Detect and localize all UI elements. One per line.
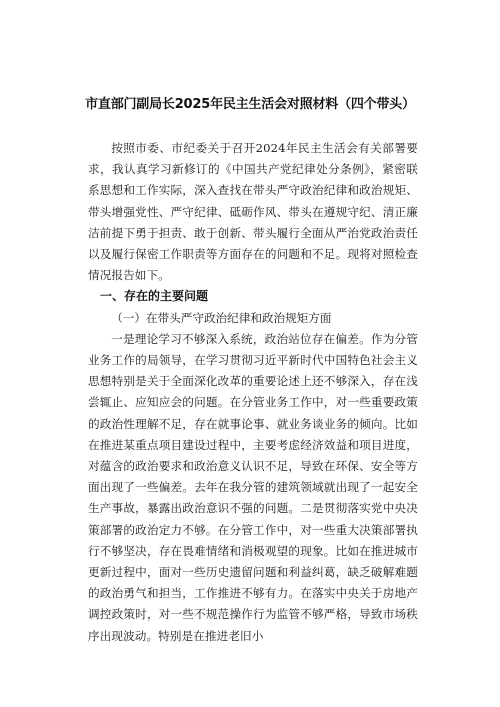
intro-paragraph: 按照市委、市纪委关于召开2024年民主生活会有关部署要求，我认真学习新修订的《中国共产党纪律处分条例》，紧密联系思想和工作实际，深入查找在带头严守政治纪律和政治规矩、带头增强党性、严守纪律、砥砺作风、带头在遵规守纪、清正廉洁前提下勇于担责、敢于创新、带头履行全面从严治党政治责任以及履行保密工作职责等方面存在的问题和不足。现将对照检查情况报告如下。	[88, 141, 418, 283]
subsection-heading: （一）在带头严守政治纪律和政治规矩方面	[111, 310, 332, 325]
document-body	[88, 138, 418, 647]
body-paragraph: 一是理论学习不够深入系统，政治站位存在偏差。作为分管业务工作的局领导，在学习贯彻习近平新时代中国特色社会主义思想特别是关于全面深化改革的重要论述上还不够深入，存在浅尝辄止、应知应会的问题。在分管业务工作中，对一些重要政策的政治性理解不足，存在就事论事、就业务谈业务的倾向。比如在推进某重点项目建设过程中，主要考虑经济效益和项目进度，对蕴含的政治要求和政治意义认识不足，导致在环保、安全等方面出现了一些偏差。去年在我分管的建筑领域就出现了一起安全生产事故，暴露出政治意识不强的问题。二是贯彻落实党中央决策部署的政治定力不够。在分管工作中，对一些重大决策部署执行不够坚决，存在畏难情绪和消极观望的现象。比如在推进城市更新过程中，面对一些历史遗留问题和利益纠葛，缺乏破解难题的政治勇气和担当，工作推进不够有力。在落实中央关于房地产调控政策时，对一些不规范操作行为监管不够严格，导致市场秩序出现波动。特别是在推进老旧小	[88, 331, 418, 643]
section-heading: 一、存在的主要问题	[100, 289, 209, 304]
document-title: 市直部门副局长2025年民主生活会对照材料（四个带头）	[85, 97, 415, 112]
